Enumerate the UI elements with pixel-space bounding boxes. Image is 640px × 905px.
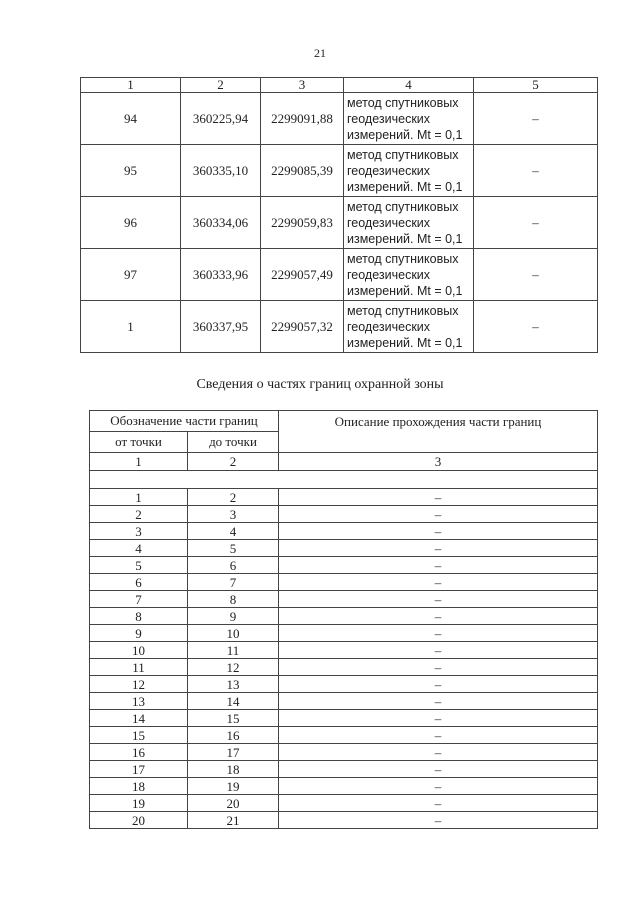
from-point: 18 — [90, 778, 188, 795]
to-point: 15 — [188, 710, 279, 727]
from-point: 3 — [90, 523, 188, 540]
segment-description: – — [279, 591, 598, 608]
from-point: 15 — [90, 727, 188, 744]
spacer-cell — [90, 471, 598, 489]
segment-row — [90, 812, 598, 829]
to-point: 14 — [188, 693, 279, 710]
to-point: 9 — [188, 608, 279, 625]
from-point: 11 — [90, 659, 188, 676]
coord-x: 360334,06 — [181, 197, 261, 249]
segment-description: – — [279, 710, 598, 727]
page-number: 21 — [314, 46, 326, 60]
coord-y: 2299091,88 — [261, 93, 344, 145]
col-header: 5 — [474, 78, 598, 93]
to-point: 12 — [188, 659, 279, 676]
spacer-row — [90, 471, 598, 489]
segment-description: – — [279, 659, 598, 676]
method-description — [344, 197, 474, 249]
to-point: 10 — [188, 625, 279, 642]
segment-row — [90, 523, 598, 540]
segment-description: – — [279, 795, 598, 812]
coordinate-row — [81, 301, 598, 353]
to-point: 4 — [188, 523, 279, 540]
method-line: метод спутниковых — [347, 199, 459, 214]
segment-description: – — [279, 693, 598, 710]
col-header: 2 — [181, 78, 261, 93]
segment-row — [90, 506, 598, 523]
segment-row — [90, 625, 598, 642]
boundary-segments-table — [89, 410, 598, 829]
col-number: 3 — [279, 453, 598, 471]
from-point: 19 — [90, 795, 188, 812]
segment-description: – — [279, 608, 598, 625]
method-line: геодезических — [347, 163, 431, 178]
from-point: 7 — [90, 591, 188, 608]
to-point: 8 — [188, 591, 279, 608]
segment-description: – — [279, 557, 598, 574]
method-line: измерений. Mt = 0,1 — [347, 127, 463, 142]
from-point: 4 — [90, 540, 188, 557]
header-group-label: Обозначение части границ — [90, 411, 279, 432]
from-point: 13 — [90, 693, 188, 710]
coordinate-row — [81, 145, 598, 197]
from-point: 10 — [90, 642, 188, 659]
method-line: геодезических — [347, 319, 431, 334]
from-point: 1 — [90, 489, 188, 506]
header-to-point: до точки — [188, 432, 279, 453]
point-number: 96 — [81, 197, 181, 249]
from-point: 17 — [90, 761, 188, 778]
coordinates-header-row — [81, 78, 598, 93]
from-point: 20 — [90, 812, 188, 829]
point-number: 94 — [81, 93, 181, 145]
segment-row — [90, 591, 598, 608]
header-from-point: от точки — [90, 432, 188, 453]
coord-x: 360337,95 — [181, 301, 261, 353]
method-line: измерений. Mt = 0,1 — [347, 335, 463, 350]
from-point: 9 — [90, 625, 188, 642]
segment-row — [90, 744, 598, 761]
segment-row — [90, 540, 598, 557]
section-title: Сведения о частях границ охранной зоны — [196, 377, 444, 392]
to-point: 16 — [188, 727, 279, 744]
segment-description: – — [279, 642, 598, 659]
to-point: 6 — [188, 557, 279, 574]
to-point: 19 — [188, 778, 279, 795]
method-line: метод спутниковых — [347, 251, 459, 266]
segments-header-row — [90, 411, 598, 432]
to-point: 11 — [188, 642, 279, 659]
segment-description: – — [279, 727, 598, 744]
from-point: 2 — [90, 506, 188, 523]
method-line: геодезических — [347, 215, 431, 230]
from-point: 16 — [90, 744, 188, 761]
segment-row — [90, 659, 598, 676]
segments-body — [90, 489, 598, 829]
coordinate-row — [81, 197, 598, 249]
segment-row — [90, 795, 598, 812]
to-point: 7 — [188, 574, 279, 591]
method-line: измерений. Mt = 0,1 — [347, 231, 463, 246]
coordinate-row — [81, 249, 598, 301]
note: – — [474, 249, 598, 301]
segment-description: – — [279, 540, 598, 557]
segment-description: – — [279, 506, 598, 523]
from-point: 12 — [90, 676, 188, 693]
header-description: Описание прохождения части границ — [279, 411, 598, 453]
segment-row — [90, 557, 598, 574]
col-number: 2 — [188, 453, 279, 471]
to-point: 2 — [188, 489, 279, 506]
segment-description: – — [279, 676, 598, 693]
coordinates-body — [81, 93, 598, 353]
method-line: измерений. Mt = 0,1 — [347, 179, 463, 194]
point-number: 1 — [81, 301, 181, 353]
coord-y: 2299057,49 — [261, 249, 344, 301]
from-point: 8 — [90, 608, 188, 625]
segment-row — [90, 710, 598, 727]
method-line: метод спутниковых — [347, 95, 459, 110]
coord-y: 2299085,39 — [261, 145, 344, 197]
segment-description: – — [279, 812, 598, 829]
method-line: измерений. Mt = 0,1 — [347, 283, 463, 298]
to-point: 18 — [188, 761, 279, 778]
segment-row — [90, 761, 598, 778]
segment-description: – — [279, 489, 598, 506]
method-description — [344, 93, 474, 145]
to-point: 20 — [188, 795, 279, 812]
segment-description: – — [279, 761, 598, 778]
method-description — [344, 301, 474, 353]
segment-row — [90, 778, 598, 795]
segment-description: – — [279, 574, 598, 591]
to-point: 13 — [188, 676, 279, 693]
coordinates-table — [80, 77, 598, 353]
segment-row — [90, 727, 598, 744]
segment-row — [90, 676, 598, 693]
segment-row — [90, 608, 598, 625]
segment-row — [90, 642, 598, 659]
col-number: 1 — [90, 453, 188, 471]
col-header: 1 — [81, 78, 181, 93]
coord-y: 2299057,32 — [261, 301, 344, 353]
method-line: метод спутниковых — [347, 303, 459, 318]
coord-x: 360225,94 — [181, 93, 261, 145]
method-line: метод спутниковых — [347, 147, 459, 162]
segment-description: – — [279, 778, 598, 795]
point-number: 97 — [81, 249, 181, 301]
column-numbers-row — [90, 453, 598, 471]
to-point: 17 — [188, 744, 279, 761]
method-line: геодезических — [347, 111, 431, 126]
method-line: геодезических — [347, 267, 431, 282]
coordinate-row — [81, 93, 598, 145]
segment-description: – — [279, 744, 598, 761]
from-point: 14 — [90, 710, 188, 727]
col-header: 3 — [261, 78, 344, 93]
segment-description: – — [279, 625, 598, 642]
segment-row — [90, 489, 598, 506]
method-description — [344, 145, 474, 197]
to-point: 21 — [188, 812, 279, 829]
coord-x: 360335,10 — [181, 145, 261, 197]
coord-x: 360333,96 — [181, 249, 261, 301]
note: – — [474, 197, 598, 249]
from-point: 6 — [90, 574, 188, 591]
method-description — [344, 249, 474, 301]
col-header: 4 — [344, 78, 474, 93]
from-point: 5 — [90, 557, 188, 574]
point-number: 95 — [81, 145, 181, 197]
note: – — [474, 301, 598, 353]
note: – — [474, 93, 598, 145]
segment-description: – — [279, 523, 598, 540]
to-point: 5 — [188, 540, 279, 557]
segment-row — [90, 574, 598, 591]
note: – — [474, 145, 598, 197]
coord-y: 2299059,83 — [261, 197, 344, 249]
to-point: 3 — [188, 506, 279, 523]
segment-row — [90, 693, 598, 710]
